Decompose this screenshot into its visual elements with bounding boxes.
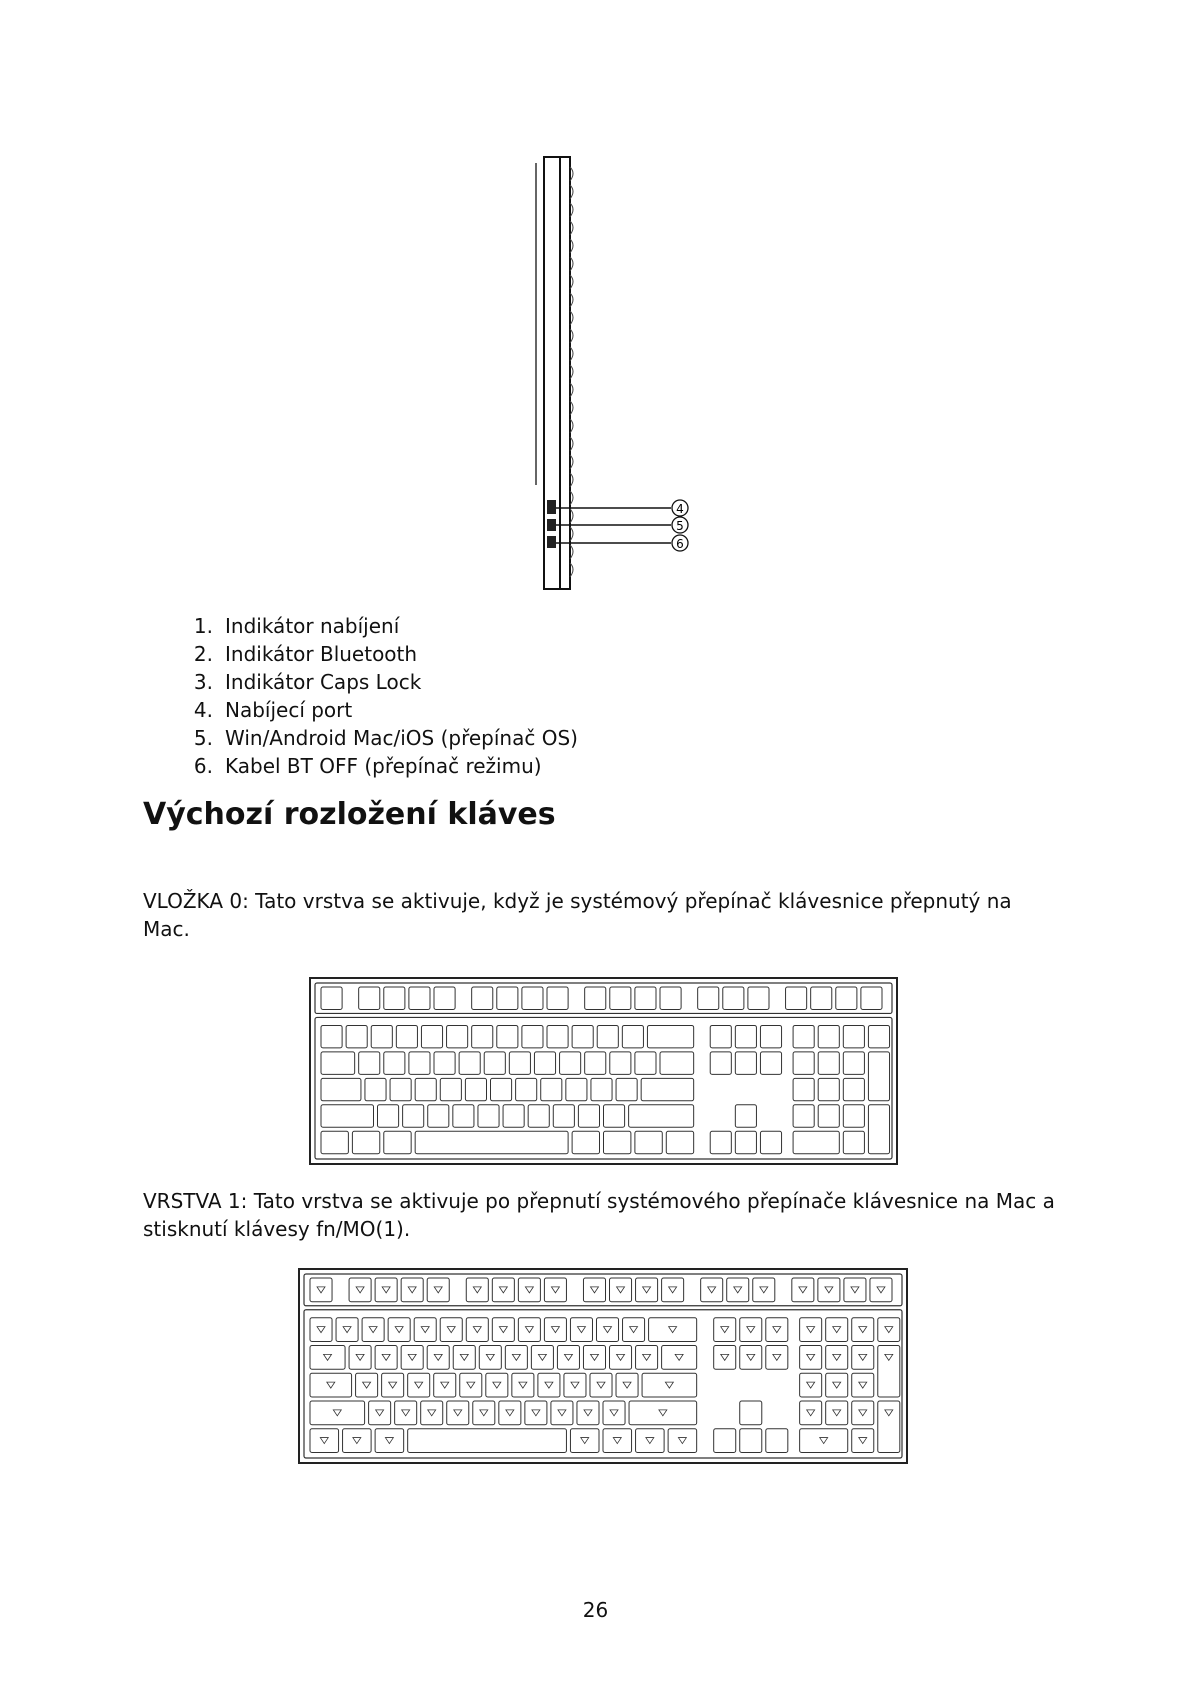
key-outline: [878, 1345, 900, 1396]
key-outline: [852, 1345, 874, 1369]
key-outline: [636, 1429, 665, 1453]
key-outline: [310, 1345, 345, 1369]
key-outline: [359, 987, 380, 1009]
key-outline: [356, 1373, 378, 1397]
key-outline: [415, 1078, 436, 1100]
key-outline: [414, 1318, 436, 1342]
key-outline: [766, 1429, 788, 1453]
key-outline: [585, 987, 606, 1009]
key-outline: [583, 1345, 605, 1369]
key-outline: [870, 1278, 892, 1302]
key-outline: [714, 1429, 736, 1453]
key-outline: [735, 1025, 756, 1047]
key-outline: [466, 1278, 488, 1302]
keyboard-side-view-figure: [530, 155, 690, 595]
key-outline: [509, 1052, 530, 1074]
key-outline: [800, 1401, 822, 1425]
list-text: Win/Android Mac/iOS (přepínač OS): [225, 726, 578, 750]
keyboard-layer1-drawing: [300, 1270, 906, 1462]
key-outline: [668, 1429, 697, 1453]
key-outline: [714, 1345, 736, 1369]
key-outline: [336, 1318, 358, 1342]
key-outline: [635, 1052, 656, 1074]
key-outline: [843, 1078, 864, 1100]
key-outline: [434, 987, 455, 1009]
key-outline: [793, 1078, 814, 1100]
key-outline: [564, 1373, 586, 1397]
key-outline: [321, 1025, 342, 1047]
key-outline: [826, 1318, 848, 1342]
key-outline: [382, 1373, 404, 1397]
list-item: [175, 668, 578, 696]
key-outline: [427, 1345, 449, 1369]
key-outline: [662, 1345, 697, 1369]
key-outline: [401, 1345, 423, 1369]
key-outline: [597, 1025, 618, 1047]
key-outline: [516, 1078, 537, 1100]
section-heading: Výchozí rozložení kláves: [143, 797, 556, 832]
key-outline: [570, 1318, 592, 1342]
key-outline: [622, 1025, 643, 1047]
list-number: 6.: [193, 754, 213, 778]
key-outline: [649, 1318, 697, 1342]
key-outline: [636, 1345, 658, 1369]
key-outline: [578, 1105, 599, 1127]
key-outline: [662, 1278, 684, 1302]
key-outline: [522, 987, 543, 1009]
key-outline: [388, 1318, 410, 1342]
key-outline: [352, 1131, 379, 1153]
key-outline: [616, 1373, 638, 1397]
key-outline: [560, 1052, 581, 1074]
key-outline: [362, 1318, 384, 1342]
key-outline: [384, 1052, 405, 1074]
key-outline: [852, 1401, 874, 1425]
key-outline: [852, 1373, 874, 1397]
key-outline: [610, 1345, 632, 1369]
key-outline: [818, 1278, 840, 1302]
key-outline: [610, 1052, 631, 1074]
key-outline: [321, 1052, 355, 1074]
key-outline: [459, 1052, 480, 1074]
callout-5: 5: [676, 519, 684, 533]
key-outline: [408, 1429, 567, 1453]
key-outline: [512, 1373, 534, 1397]
key-outline: [375, 1429, 404, 1453]
key-outline: [710, 1025, 731, 1047]
key-outline: [735, 1105, 756, 1127]
key-outline: [310, 1429, 339, 1453]
key-outline: [852, 1429, 874, 1453]
key-outline: [583, 1278, 605, 1302]
key-outline: [811, 987, 832, 1009]
key-outline: [710, 1131, 731, 1153]
key-outline: [878, 1318, 900, 1342]
key-outline: [365, 1078, 386, 1100]
key-outline: [641, 1078, 694, 1100]
key-outline: [371, 1025, 392, 1047]
key-outline: [735, 1052, 756, 1074]
key-outline: [566, 1078, 587, 1100]
key-outline: [384, 1131, 411, 1153]
key-outline: [701, 1278, 723, 1302]
key-outline: [497, 987, 518, 1009]
key-outline: [503, 1105, 524, 1127]
key-outline: [310, 1401, 365, 1425]
key-outline: [800, 1429, 848, 1453]
list-text: Indikátor Bluetooth: [225, 642, 418, 666]
key-outline: [760, 1131, 781, 1153]
key-outline: [396, 1025, 417, 1047]
key-outline: [727, 1278, 749, 1302]
key-outline: [843, 1105, 864, 1127]
key-outline: [447, 1401, 469, 1425]
key-outline: [321, 1105, 374, 1127]
key-outline: [434, 1373, 456, 1397]
key-outline: [766, 1318, 788, 1342]
key-outline: [868, 1105, 889, 1154]
key-outline: [547, 1025, 568, 1047]
key-outline: [346, 1025, 367, 1047]
list-number: 4.: [193, 698, 213, 722]
key-outline: [447, 1025, 468, 1047]
key-outline: [321, 1131, 348, 1153]
key-outline: [518, 1278, 540, 1302]
key-outline: [531, 1345, 553, 1369]
list-item: [175, 696, 578, 724]
key-outline: [753, 1278, 775, 1302]
list-item: [175, 612, 578, 640]
key-outline: [603, 1401, 625, 1425]
key-outline: [409, 1052, 430, 1074]
key-outline: [343, 1429, 372, 1453]
key-outline: [836, 987, 857, 1009]
key-outline: [375, 1345, 397, 1369]
key-outline: [472, 987, 493, 1009]
key-outline: [868, 1052, 889, 1101]
keyboard-layout-layer0-figure: [309, 977, 898, 1165]
key-outline: [585, 1052, 606, 1074]
key-outline: [629, 1105, 694, 1127]
key-outline: [551, 1401, 573, 1425]
key-outline: [590, 1373, 612, 1397]
key-outline: [603, 1429, 632, 1453]
key-outline: [635, 987, 656, 1009]
key-outline: [660, 987, 681, 1009]
layer1-description: VRSTVA 1: Tato vrstva se aktivuje po přepnutí systémového přepínače klávesnice na Mac a stisknutí klávesy fn/MO(1).: [143, 1189, 1055, 1241]
key-outline: [748, 987, 769, 1009]
key-outline: [698, 987, 719, 1009]
key-outline: [544, 1318, 566, 1342]
key-outline: [636, 1278, 658, 1302]
key-outline: [522, 1025, 543, 1047]
key-outline: [604, 1105, 625, 1127]
keyboard-layout-layer1-figure: [298, 1268, 908, 1464]
key-outline: [479, 1345, 501, 1369]
key-outline: [466, 1318, 488, 1342]
list-item: [175, 640, 578, 668]
key-outline: [635, 1131, 662, 1153]
key-outline: [310, 1278, 332, 1302]
key-outline: [735, 1131, 756, 1153]
key-outline: [440, 1318, 462, 1342]
component-list: [175, 612, 578, 780]
key-outline: [421, 1025, 442, 1047]
key-outline: [518, 1318, 540, 1342]
key-outline: [852, 1318, 874, 1342]
key-outline: [723, 987, 744, 1009]
key-outline: [786, 987, 807, 1009]
key-outline: [460, 1373, 482, 1397]
key-outline: [760, 1025, 781, 1047]
list-item: [175, 752, 578, 780]
key-outline: [453, 1345, 475, 1369]
key-outline: [378, 1105, 399, 1127]
key-outline: [818, 1105, 839, 1127]
key-outline: [401, 1278, 423, 1302]
key-outline: [395, 1401, 417, 1425]
list-number: 3.: [193, 670, 213, 694]
list-number: 2.: [193, 642, 213, 666]
keyboard-layer0-drawing: [311, 979, 896, 1163]
key-outline: [623, 1318, 645, 1342]
key-outline: [800, 1318, 822, 1342]
key-outline: [793, 1105, 814, 1127]
key-outline: [610, 1278, 632, 1302]
list-text: Nabíjecí port: [225, 698, 353, 722]
key-outline: [349, 1345, 371, 1369]
callout-6: 6: [676, 537, 684, 551]
key-outline: [310, 1318, 332, 1342]
key-outline: [647, 1025, 693, 1047]
key-outline: [818, 1025, 839, 1047]
key-outline: [710, 1052, 731, 1074]
key-outline: [766, 1345, 788, 1369]
key-outline: [491, 1078, 512, 1100]
key-outline: [499, 1401, 521, 1425]
key-outline: [541, 1078, 562, 1100]
list-number: 1.: [193, 614, 213, 638]
key-outline: [473, 1401, 495, 1425]
key-outline: [826, 1401, 848, 1425]
key-outline: [544, 1278, 566, 1302]
list-text: Indikátor Caps Lock: [225, 670, 422, 694]
key-outline: [453, 1105, 474, 1127]
key-outline: [390, 1078, 411, 1100]
list-text: Indikátor nabíjení: [225, 614, 400, 638]
key-outline: [375, 1278, 397, 1302]
key-outline: [359, 1052, 380, 1074]
callout-4: 4: [676, 502, 684, 516]
key-outline: [428, 1105, 449, 1127]
key-outline: [505, 1345, 527, 1369]
layer0-description: VLOŽKA 0: Tato vrstva se aktivuje, když je systémový přepínač klávesnice přepnutý na Mac.: [143, 889, 1012, 941]
key-outline: [553, 1105, 574, 1127]
key-outline: [596, 1318, 618, 1342]
key-outline: [616, 1078, 637, 1100]
key-outline: [660, 1052, 694, 1074]
key-outline: [465, 1078, 486, 1100]
key-outline: [714, 1318, 736, 1342]
key-outline: [861, 987, 882, 1009]
key-outline: [570, 1429, 599, 1453]
key-outline: [528, 1105, 549, 1127]
key-outline: [878, 1401, 900, 1452]
key-outline: [484, 1052, 505, 1074]
key-outline: [740, 1401, 762, 1425]
key-outline: [740, 1318, 762, 1342]
key-outline: [760, 1052, 781, 1074]
key-outline: [629, 1401, 697, 1425]
key-outline: [604, 1131, 631, 1153]
key-outline: [868, 1025, 889, 1047]
key-outline: [572, 1131, 599, 1153]
key-outline: [826, 1345, 848, 1369]
key-outline: [844, 1278, 866, 1302]
key-outline: [740, 1345, 762, 1369]
key-outline: [547, 987, 568, 1009]
key-outline: [369, 1401, 391, 1425]
key-outline: [321, 987, 342, 1009]
key-outline: [409, 987, 430, 1009]
key-outline: [434, 1052, 455, 1074]
key-outline: [440, 1078, 461, 1100]
key-outline: [525, 1401, 547, 1425]
key-outline: [384, 987, 405, 1009]
key-outline: [800, 1373, 822, 1397]
key-outline: [349, 1278, 371, 1302]
key-outline: [818, 1078, 839, 1100]
key-outline: [793, 1025, 814, 1047]
key-outline: [843, 1025, 864, 1047]
key-outline: [486, 1373, 508, 1397]
key-outline: [415, 1131, 568, 1153]
key-outline: [793, 1131, 839, 1153]
key-outline: [800, 1345, 822, 1369]
key-outline: [577, 1401, 599, 1425]
key-outline: [557, 1345, 579, 1369]
key-outline: [793, 1052, 814, 1074]
key-outline: [408, 1373, 430, 1397]
key-outline: [572, 1025, 593, 1047]
key-outline: [321, 1078, 361, 1100]
list-text: Kabel BT OFF (přepínač režimu): [225, 754, 542, 778]
key-outline: [843, 1052, 864, 1074]
key-outline: [792, 1278, 814, 1302]
key-outline: [610, 987, 631, 1009]
key-outline: [666, 1131, 693, 1153]
key-outline: [472, 1025, 493, 1047]
key-outline: [310, 1373, 352, 1397]
key-outline: [492, 1318, 514, 1342]
page-number: 26: [582, 1598, 609, 1622]
key-outline: [421, 1401, 443, 1425]
key-outline: [534, 1052, 555, 1074]
key-outline: [492, 1278, 514, 1302]
key-outline: [740, 1429, 762, 1453]
key-outline: [591, 1078, 612, 1100]
key-outline: [818, 1052, 839, 1074]
key-outline: [427, 1278, 449, 1302]
key-outline: [826, 1373, 848, 1397]
key-outline: [538, 1373, 560, 1397]
key-outline: [478, 1105, 499, 1127]
key-outline: [497, 1025, 518, 1047]
key-outline: [403, 1105, 424, 1127]
list-number: 5.: [193, 726, 213, 750]
key-outline: [642, 1373, 697, 1397]
list-item: [175, 724, 578, 752]
key-outline: [843, 1131, 864, 1153]
